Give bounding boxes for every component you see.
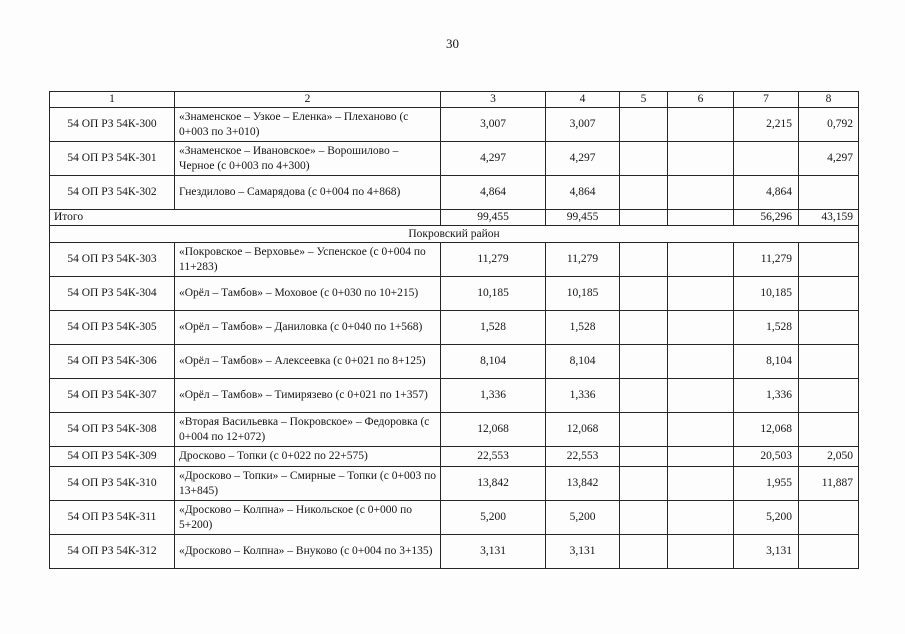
cell-col7: 4,864: [734, 176, 799, 210]
road-name: «Знаменское – Ивановское» – Ворошилово – Черное (с 0+003 по 4+300): [175, 142, 441, 176]
table-row: [50, 447, 859, 467]
cell-col6: [668, 501, 734, 535]
cell-col4: 10,185: [546, 277, 620, 311]
cell-col5: [620, 535, 668, 569]
road-code: 54 ОП РЗ 54К-304: [50, 277, 175, 311]
table-row: [50, 535, 859, 569]
road-code: 54 ОП РЗ 54К-305: [50, 311, 175, 345]
cell-col6: [668, 142, 734, 176]
road-name: «Вторая Васильевка – Покровское» – Федоровка (с 0+004 по 12+072): [175, 413, 441, 447]
cell-col7: 1,955: [734, 467, 799, 501]
cell-col4: 22,553: [546, 447, 620, 467]
cell-col3: 3,007: [441, 108, 546, 142]
road-name: Гнездилово – Самарядова (с 0+004 по 4+868): [175, 176, 441, 210]
cell-col7: 12,068: [734, 413, 799, 447]
cell-col6: [668, 311, 734, 345]
column-number: 3: [441, 92, 546, 108]
total-col4: 99,455: [546, 210, 620, 226]
table-row: [50, 413, 859, 447]
cell-col6: [668, 345, 734, 379]
cell-col3: 3,131: [441, 535, 546, 569]
road-code: 54 ОП РЗ 54К-302: [50, 176, 175, 210]
cell-col4: 1,336: [546, 379, 620, 413]
cell-col5: [620, 277, 668, 311]
cell-col8: [799, 176, 859, 210]
road-name: «Дросково – Колпна» – Никольское (с 0+000 по 5+200): [175, 501, 441, 535]
total-label: Итого: [50, 210, 441, 226]
column-number: 4: [546, 92, 620, 108]
road-name: «Дросково – Топки» – Смирные – Топки (с 0+003 по 13+845): [175, 467, 441, 501]
column-number: 2: [175, 92, 441, 108]
cell-col6: [668, 535, 734, 569]
cell-col4: 3,007: [546, 108, 620, 142]
cell-col6: [668, 379, 734, 413]
road-name: «Орёл – Тамбов» – Тимирязево (с 0+021 по 1+357): [175, 379, 441, 413]
cell-col3: 11,279: [441, 243, 546, 277]
column-number: 1: [50, 92, 175, 108]
cell-col7: 11,279: [734, 243, 799, 277]
cell-col6: [668, 447, 734, 467]
road-name: «Орёл – Тамбов» – Даниловка (с 0+040 по 1+568): [175, 311, 441, 345]
column-number-row: [50, 92, 859, 108]
cell-col7: 1,528: [734, 311, 799, 345]
road-code: 54 ОП РЗ 54К-308: [50, 413, 175, 447]
cell-col4: 11,279: [546, 243, 620, 277]
cell-col8: 11,887: [799, 467, 859, 501]
table-row: [50, 345, 859, 379]
table-row: [50, 176, 859, 210]
cell-col8: [799, 379, 859, 413]
cell-col3: 1,528: [441, 311, 546, 345]
table-row: [50, 501, 859, 535]
road-code: 54 ОП РЗ 54К-301: [50, 142, 175, 176]
cell-col4: 12,068: [546, 413, 620, 447]
cell-col8: 4,297: [799, 142, 859, 176]
cell-col5: [620, 142, 668, 176]
cell-col8: [799, 345, 859, 379]
district-row: [50, 226, 859, 243]
table-row: [50, 311, 859, 345]
cell-col5: [620, 243, 668, 277]
table-row: [50, 379, 859, 413]
cell-col4: 3,131: [546, 535, 620, 569]
cell-col6: [668, 277, 734, 311]
cell-col3: 4,297: [441, 142, 546, 176]
cell-col4: 1,528: [546, 311, 620, 345]
district-heading: Покровский район: [50, 226, 859, 243]
cell-col7: 2,215: [734, 108, 799, 142]
cell-col5: [620, 311, 668, 345]
column-number: 7: [734, 92, 799, 108]
cell-col6: [668, 413, 734, 447]
cell-col3: 10,185: [441, 277, 546, 311]
cell-col5: [620, 379, 668, 413]
cell-col4: 8,104: [546, 345, 620, 379]
cell-col3: 1,336: [441, 379, 546, 413]
road-name: Дросково – Топки (с 0+022 по 22+575): [175, 447, 441, 467]
cell-col5: [620, 467, 668, 501]
table-row: [50, 108, 859, 142]
road-name: «Орёл – Тамбов» – Алексеевка (с 0+021 по 8+125): [175, 345, 441, 379]
column-number: 8: [799, 92, 859, 108]
cell-col3: 12,068: [441, 413, 546, 447]
cell-col6: [668, 108, 734, 142]
cell-col3: 22,553: [441, 447, 546, 467]
cell-col5: [620, 413, 668, 447]
total-col8: 43,159: [799, 210, 859, 226]
table-row: [50, 142, 859, 176]
cell-col8: 0,792: [799, 108, 859, 142]
cell-col5: [620, 345, 668, 379]
cell-col5: [620, 176, 668, 210]
roads-table: [49, 91, 859, 569]
road-name: «Покровское – Верховье» – Успенское (с 0+004 по 11+283): [175, 243, 441, 277]
road-code: 54 ОП РЗ 54К-309: [50, 447, 175, 467]
cell-col6: [668, 243, 734, 277]
road-code: 54 ОП РЗ 54К-303: [50, 243, 175, 277]
road-name: «Знаменское – Узкое – Еленка» – Плеханово (с 0+003 по 3+010): [175, 108, 441, 142]
cell-col5: [620, 501, 668, 535]
road-code: 54 ОП РЗ 54К-311: [50, 501, 175, 535]
cell-col7: 3,131: [734, 535, 799, 569]
cell-col4: 4,864: [546, 176, 620, 210]
road-name: «Орёл – Тамбов» – Моховое (с 0+030 по 10+215): [175, 277, 441, 311]
cell-col8: [799, 277, 859, 311]
total-col6: [668, 210, 734, 226]
total-col3: 99,455: [441, 210, 546, 226]
cell-col8: 2,050: [799, 447, 859, 467]
column-number: 5: [620, 92, 668, 108]
cell-col7: 8,104: [734, 345, 799, 379]
cell-col3: 8,104: [441, 345, 546, 379]
cell-col8: [799, 501, 859, 535]
table-row: [50, 243, 859, 277]
page-number: 30: [446, 36, 459, 51]
table-row: [50, 467, 859, 501]
cell-col8: [799, 413, 859, 447]
cell-col7: 10,185: [734, 277, 799, 311]
cell-col7: [734, 142, 799, 176]
cell-col7: 1,336: [734, 379, 799, 413]
road-code: 54 ОП РЗ 54К-307: [50, 379, 175, 413]
cell-col3: 5,200: [441, 501, 546, 535]
table-row: [50, 277, 859, 311]
total-col7: 56,296: [734, 210, 799, 226]
cell-col5: [620, 447, 668, 467]
cell-col6: [668, 467, 734, 501]
road-name: «Дросково – Колпна» – Внуково (с 0+004 по 3+135): [175, 535, 441, 569]
cell-col7: 20,503: [734, 447, 799, 467]
cell-col4: 5,200: [546, 501, 620, 535]
column-number: 6: [668, 92, 734, 108]
total-col5: [620, 210, 668, 226]
cell-col7: 5,200: [734, 501, 799, 535]
cell-col3: 4,864: [441, 176, 546, 210]
cell-col4: 13,842: [546, 467, 620, 501]
cell-col8: [799, 311, 859, 345]
road-code: 54 ОП РЗ 54К-312: [50, 535, 175, 569]
cell-col3: 13,842: [441, 467, 546, 501]
cell-col6: [668, 176, 734, 210]
road-code: 54 ОП РЗ 54К-300: [50, 108, 175, 142]
cell-col8: [799, 535, 859, 569]
cell-col4: 4,297: [546, 142, 620, 176]
cell-col5: [620, 108, 668, 142]
total-row: [50, 210, 859, 226]
cell-col8: [799, 243, 859, 277]
road-code: 54 ОП РЗ 54К-306: [50, 345, 175, 379]
road-code: 54 ОП РЗ 54К-310: [50, 467, 175, 501]
